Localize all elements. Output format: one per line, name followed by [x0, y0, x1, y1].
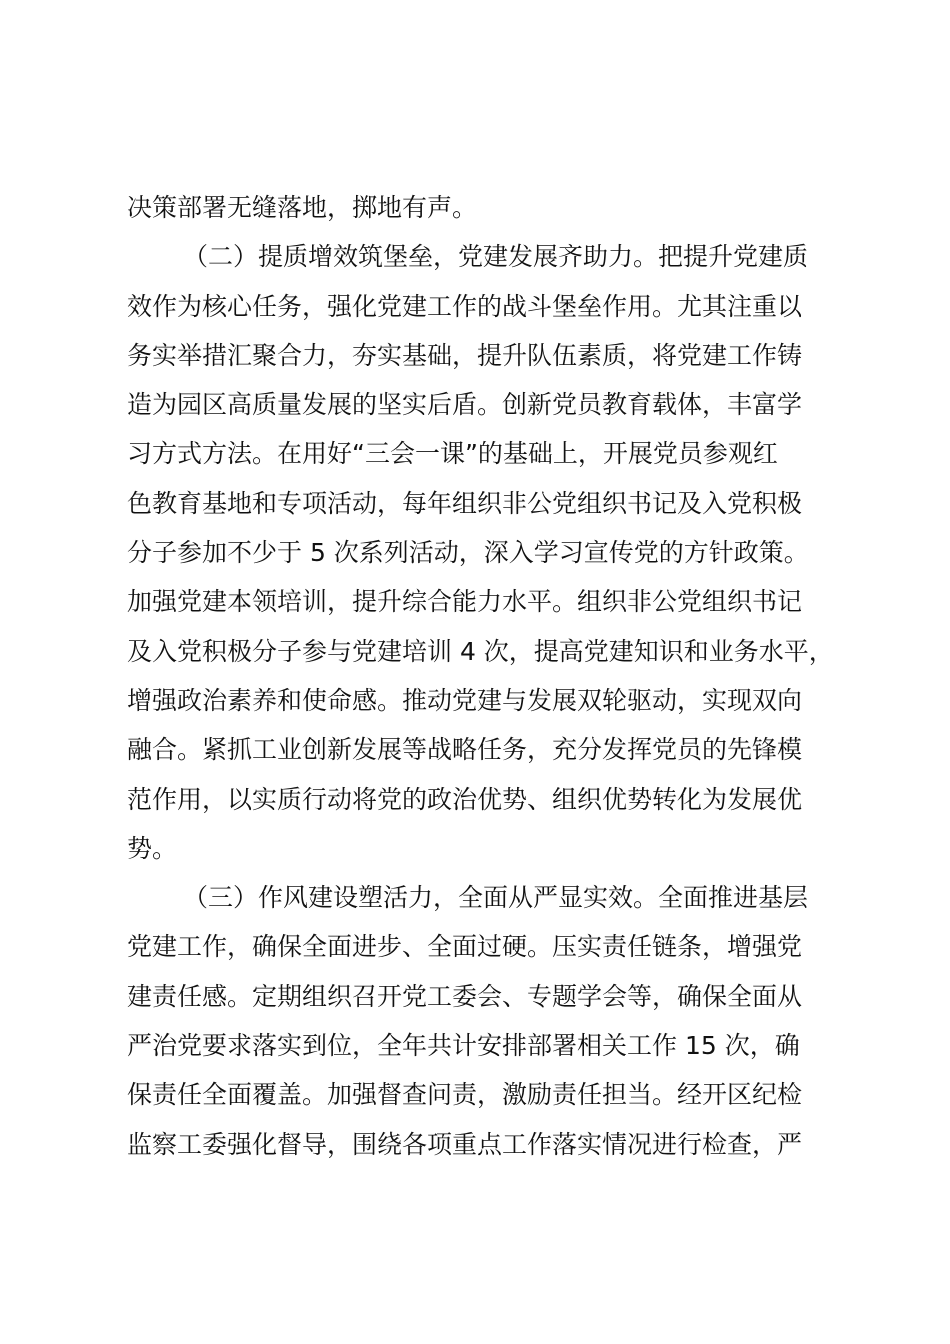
text-line-8: 分子参加不少于 5 次系列活动，深入学习宣传党的方针政策。 [127, 538, 809, 568]
text-line-18: 严治党要求落实到位，全年共计安排部署相关工作 15 次，确 [127, 1031, 800, 1061]
text-line-16: 党建工作，确保全面进步、全面过硬。压实责任链条，增强党 [127, 932, 803, 962]
text-line-14: 势。 [127, 833, 178, 863]
text-line-19: 保责任全面覆盖。加强督查问责，激励责任担当。经开区纪检 [127, 1080, 803, 1110]
section-2-heading-line: （二）提质增效筑堡垒，党建发展齐助力。把提升党建质 [183, 242, 809, 272]
text-line-3: 效作为核心任务，强化党建工作的战斗堡垒作用。尤其注重以 [127, 291, 803, 321]
text-line-6: 习方式方法。在用好“三会一课”的基础上，开展党员参观红 [127, 439, 778, 469]
section-3-heading-line: （三）作风建设塑活力，全面从严显实效。全面推进基层 [183, 883, 809, 913]
text-line-13: 范作用，以实质行动将党的政治优势、组织优势转化为发展优 [127, 784, 803, 814]
text-line-5: 造为园区高质量发展的坚实后盾。创新党员教育载体，丰富学 [127, 390, 803, 420]
text-line-9: 加强党建本领培训，提升综合能力水平。组织非公党组织书记 [127, 587, 803, 617]
text-line-11: 增强政治素养和使命感。推动党建与发展双轮驱动，实现双向 [127, 685, 803, 715]
body-text [127, 183, 837, 1169]
text-line-10: 及入党积极分子参与党建培训 4 次，提高党建知识和业务水平， [127, 636, 834, 666]
text-line-20: 监察工委强化督导，围绕各项重点工作落实情况进行检查，严 [127, 1129, 803, 1159]
text-line-1: 决策部署无缝落地，掷地有声。 [127, 193, 478, 222]
text-line-4: 务实举措汇聚合力，夯实基础，提升队伍素质，将党建工作铸 [127, 340, 803, 370]
text-line-7: 色教育基地和专项活动，每年组织非公党组织书记及入党积极 [127, 488, 803, 518]
text-line-17: 建责任感。定期组织召开党工委会、专题学会等，确保全面从 [127, 981, 803, 1011]
text-line-12: 融合。紧抓工业创新发展等战略任务，充分发挥党员的先锋模 [127, 735, 803, 765]
